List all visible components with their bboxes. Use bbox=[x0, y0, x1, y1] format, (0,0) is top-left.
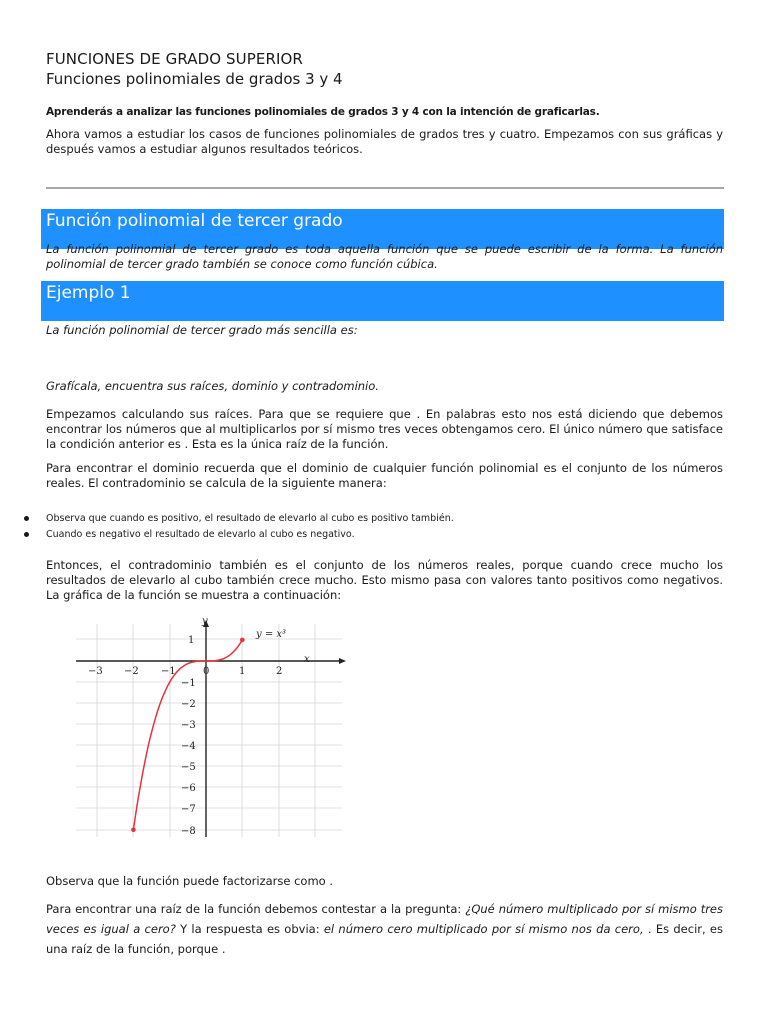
y-tick-label: 1 bbox=[188, 635, 195, 646]
y-axis-label: y bbox=[202, 616, 208, 627]
list-item bbox=[24, 513, 454, 524]
x-tick-label: 2 bbox=[276, 666, 283, 677]
y-tick-label: −4 bbox=[181, 741, 196, 752]
learning-objective: Aprenderás a analizar las funciones polinomiales de grados 3 y 4 con la intención de graficarlas. bbox=[46, 106, 600, 118]
x-tick-label: −1 bbox=[161, 666, 176, 677]
example-intro: La función polinomial de tercer grado más sencilla es: bbox=[46, 323, 358, 337]
x-tick-label: 0 bbox=[203, 666, 210, 677]
x-tick-label: −2 bbox=[124, 666, 139, 677]
cubic-curve bbox=[133, 640, 242, 830]
y-tick-label: −6 bbox=[181, 783, 196, 794]
grid bbox=[76, 624, 342, 837]
section-heading: Función polinomial de tercer grado bbox=[41, 209, 724, 249]
x-axis-label: x bbox=[304, 654, 310, 665]
root-question-paragraph bbox=[46, 899, 723, 959]
roots-paragraph: Empezamos calculando sus raíces. Para que se requiere que . En palabras esto nos está diciendo que debemos encontrar los números que al multiplicarlos por sí mismo tres veces obtengamos cero. El único número que satisface la condición anterior es . Esta es la única raíz de la función. bbox=[46, 407, 723, 451]
x-axis-arrow-icon bbox=[339, 658, 346, 664]
cubic-function-graph bbox=[74, 612, 349, 842]
example-heading: Ejemplo 1 bbox=[41, 281, 724, 321]
y-tick-label: −2 bbox=[181, 699, 196, 710]
root-answer: el número cero multiplicado por sí mismo nos da cero, bbox=[323, 922, 644, 936]
page-subtitle: Funciones polinomiales de grados 3 y 4 bbox=[46, 70, 343, 88]
y-tick-label: −3 bbox=[181, 720, 196, 731]
root-answer-lead: Y la respuesta es obvia: bbox=[175, 922, 324, 936]
example-task: Grafícala, encuentra sus raíces, dominio y contradominio. bbox=[46, 379, 379, 393]
y-tick-label: −7 bbox=[181, 804, 196, 815]
y-tick-label: −5 bbox=[181, 762, 196, 773]
page-title: FUNCIONES DE GRADO SUPERIOR bbox=[46, 50, 303, 68]
curve-start-point bbox=[131, 828, 136, 833]
curve-label: y = x³ bbox=[256, 629, 287, 640]
root-question-lead: Para encontrar una raíz de la función debemos contestar a la pregunta: bbox=[46, 902, 466, 916]
list-item bbox=[24, 529, 355, 540]
bullet-icon bbox=[24, 516, 29, 521]
range-paragraph: Entonces, el contradominio también es el conjunto de los números reales, porque cuando crece mucho los resultados de elevarlo al cubo también crece mucho. Esto mismo pasa con valores tanto positivos como negativos. La gráfica de la función se muestra a continuación: bbox=[46, 558, 723, 602]
bullet-icon bbox=[24, 532, 29, 537]
y-tick-label: −1 bbox=[181, 678, 196, 689]
list-item-text: Observa que cuando es positivo, el resultado de elevarlo al cubo es positivo también. bbox=[46, 513, 454, 524]
list-item-text: Cuando es negativo el resultado de elevarlo al cubo es negativo. bbox=[46, 529, 355, 540]
x-tick-label: −3 bbox=[88, 666, 103, 677]
x-tick-label: 1 bbox=[239, 666, 246, 677]
root-question: ¿Qué número multiplicado por sí mismo tres veces es igual a cero? bbox=[46, 902, 723, 936]
section-divider bbox=[46, 187, 724, 189]
factor-paragraph: Observa que la función puede factorizarse como . bbox=[46, 874, 334, 888]
definition-paragraph: La función polinomial de tercer grado es toda aquella función que se puede escribir de la forma. La función polinomial de tercer grado también se conoce como función cúbica. bbox=[46, 242, 723, 271]
intro-paragraph: Ahora vamos a estudiar los casos de funciones polinomiales de grados tres y cuatro. Empezamos con sus gráficas y después vamos a estudiar algunos resultados teóricos. bbox=[46, 127, 723, 156]
root-conclusion: . Es decir, es una raíz de la función, porque . bbox=[46, 922, 723, 956]
domain-paragraph: Para encontrar el dominio recuerda que el dominio de cualquier función polinomial es el conjunto de los números reales. El contradominio se calcula de la siguiente manera: bbox=[46, 461, 723, 490]
curve-end-point bbox=[240, 638, 245, 643]
y-tick-label: −8 bbox=[181, 826, 196, 837]
